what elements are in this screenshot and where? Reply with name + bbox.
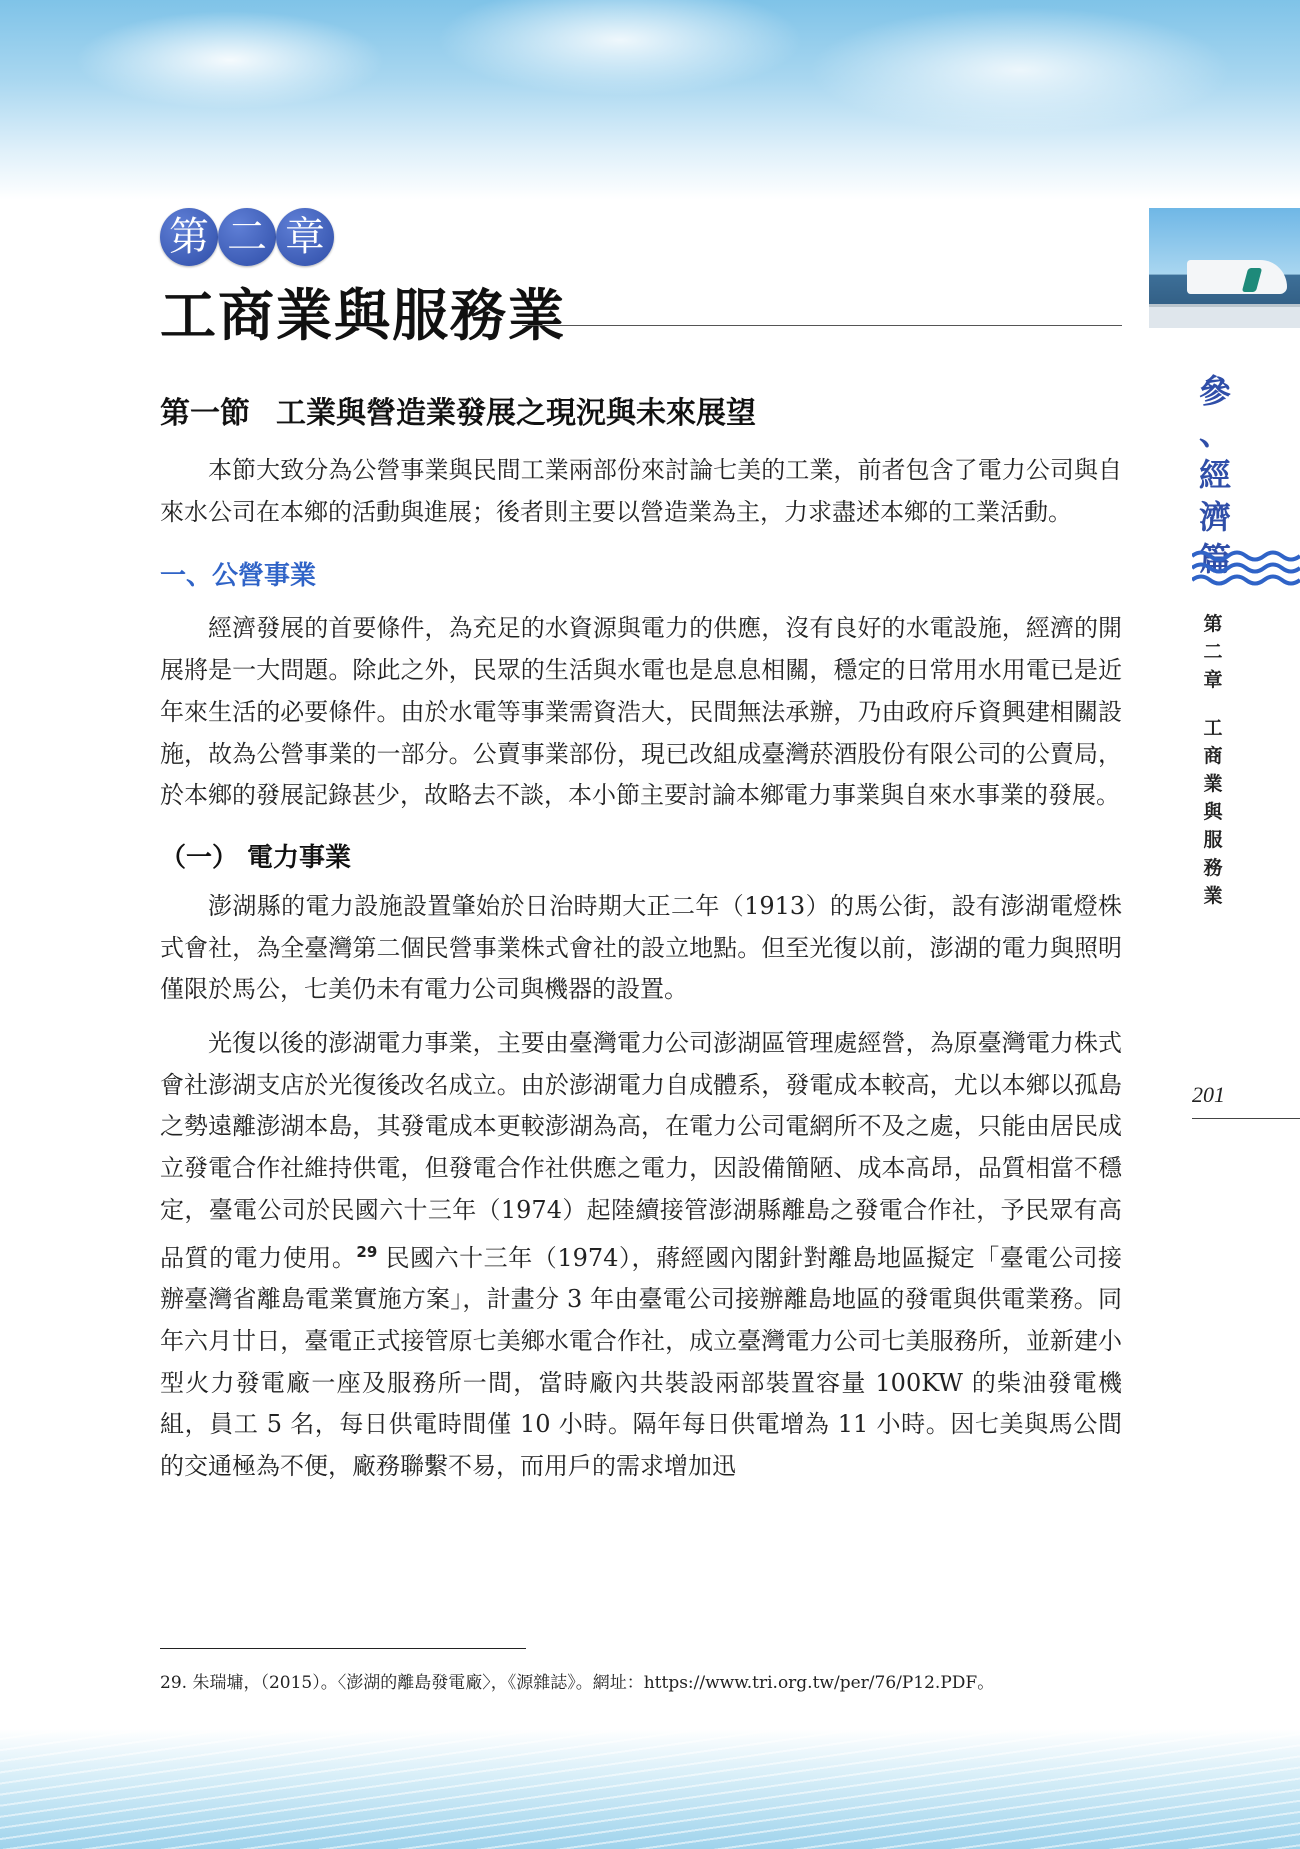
subsection-heading: 一、公營事業 xyxy=(160,561,317,592)
part-char: 濟 xyxy=(1198,498,1231,536)
part-char: 參 xyxy=(1198,372,1231,410)
chapter-badge-char: 第 xyxy=(160,208,218,266)
main-content xyxy=(160,380,1122,1500)
page-number-rule xyxy=(1192,1118,1300,1119)
sub-subsection-heading: （一） 電力事業 xyxy=(160,842,352,873)
part-char: 篇 xyxy=(1198,540,1231,578)
electricity-paragraph-1: 澎湖縣的電力設施設置肇始於日治時期大正二年（1913）的馬公街，設有澎湖電燈株式會社，為全臺灣第二個民營事業株式會社的設立地點。但至光復以前，澎湖的電力與照明僅限於馬公，七美仍未有電力公司與機器的設置。 xyxy=(160,891,1122,1004)
chapter-label-char: 業 xyxy=(1203,773,1223,795)
chapter-label-char: 二 xyxy=(1203,641,1223,663)
chapter-label-char: 業 xyxy=(1203,885,1223,907)
page-number: 201 xyxy=(1192,1082,1225,1107)
footnote-reference: 29 xyxy=(356,1242,378,1261)
section-title: 工業與營造業發展之現況與未來展望 xyxy=(276,396,756,431)
section-heading xyxy=(160,388,1122,432)
intro-paragraph: 本節大致分為公營事業與民間工業兩部份來討論七美的工業，前者包含了電力公司與自來水公司在本鄉的活動與進展；後者則主要以營造業為主，力求盡述本鄉的工業活動。 xyxy=(160,456,1122,526)
footnote-rule xyxy=(160,1648,526,1649)
part-char: 經 xyxy=(1198,456,1231,494)
chapter-label-char: 工 xyxy=(1203,717,1223,739)
chapter-badge xyxy=(160,208,334,266)
chapter-label-char: 務 xyxy=(1203,857,1223,879)
chapter-title: 工商業與服務業 xyxy=(160,283,566,349)
electricity-paragraph-2 xyxy=(160,1023,1122,1488)
subsection-paragraph: 經濟發展的首要條件，為充足的水資源與電力的供應，沒有良好的水電設施，經濟的開展將是一大問題。除此之外，民眾的生活與水電也是息息相關，穩定的日常用水用電已是近年來生活的必要條件。由於水電等事業需資浩大，民間無法承辦，乃由政府斥資興建相關設施，故為公營事業的一部分。公賣事業部份，現已改組成臺灣菸酒股份有限公司的公賣局，於本鄉的發展記錄甚少，故略去不談，本小節主要討論本鄉電力事業與自來水事業的發展。 xyxy=(160,614,1122,810)
title-rule xyxy=(522,325,1122,326)
sea-footer-decoration xyxy=(0,1729,1300,1849)
part-char: 、 xyxy=(1198,414,1231,452)
footnote: 29. 朱瑞墉，（2015）。〈澎湖的離島發電廠〉，《源雜誌》。網址：https://www.tri.org.tw/per/76/P12.PDF。 xyxy=(160,1673,995,1693)
ferry-photo xyxy=(1149,208,1300,328)
wave-ornament-icon xyxy=(1192,548,1300,588)
chapter-label-char: 商 xyxy=(1203,745,1223,767)
chapter-label-char: 服 xyxy=(1203,829,1223,851)
section-label: 第一節 xyxy=(160,396,250,431)
ferry-hull xyxy=(1187,260,1287,294)
chapter-label-vertical xyxy=(1200,610,1226,910)
paragraph-2-part-b: 民國六十三年（1974），蔣經國內閣針對離島地區擬定「臺電公司接辦臺灣省離島電業實施方案」，計畫分 3 年由臺電公司接辦離島地區的發電與供電業務。同年六月廿日，臺電正式接管原七美鄉水電合作社，成立臺灣電力公司七美服務所，並新建小型火力發電廠一座及服務所一間，當時廠內共裝設兩部裝置容量 100KW 的柴油發電機組，員工 5 名，每日供電時間僅 10 小時。隔年每日供電增為 11 小時。因七美與馬公間的交通極為不便，廠務聯繫不易，而用戶的需求增加迅 xyxy=(160,1243,1122,1481)
chapter-badge-char: 章 xyxy=(276,208,334,266)
chapter-label-char: 章 xyxy=(1203,669,1223,691)
chapter-label-char: 與 xyxy=(1203,801,1223,823)
ferry-deck xyxy=(1149,304,1300,328)
chapter-badge-char: 二 xyxy=(218,208,276,266)
paragraph-2-part-a: 光復以後的澎湖電力事業，主要由臺灣電力公司澎湖區管理處經營，為原臺灣電力株式會社澎湖支店於光復後改名成立。由於澎湖電力自成體系，發電成本較高，尤以本鄉以孤島之勢遠離澎湖本島，其發電成本更較澎湖為高，在電力公司電網所不及之處，只能由居民成立發電合作社維持供電，但發電合作社供應之電力，因設備簡陋、成本高昂，品質相當不穩定，臺電公司於民國六十三年（1974）起陸續接管澎湖縣離島之發電合作社，予民眾有高品質的電力使用。 xyxy=(160,1029,1122,1272)
chapter-label-char: 第 xyxy=(1203,613,1223,635)
sky-banner xyxy=(0,0,1300,200)
